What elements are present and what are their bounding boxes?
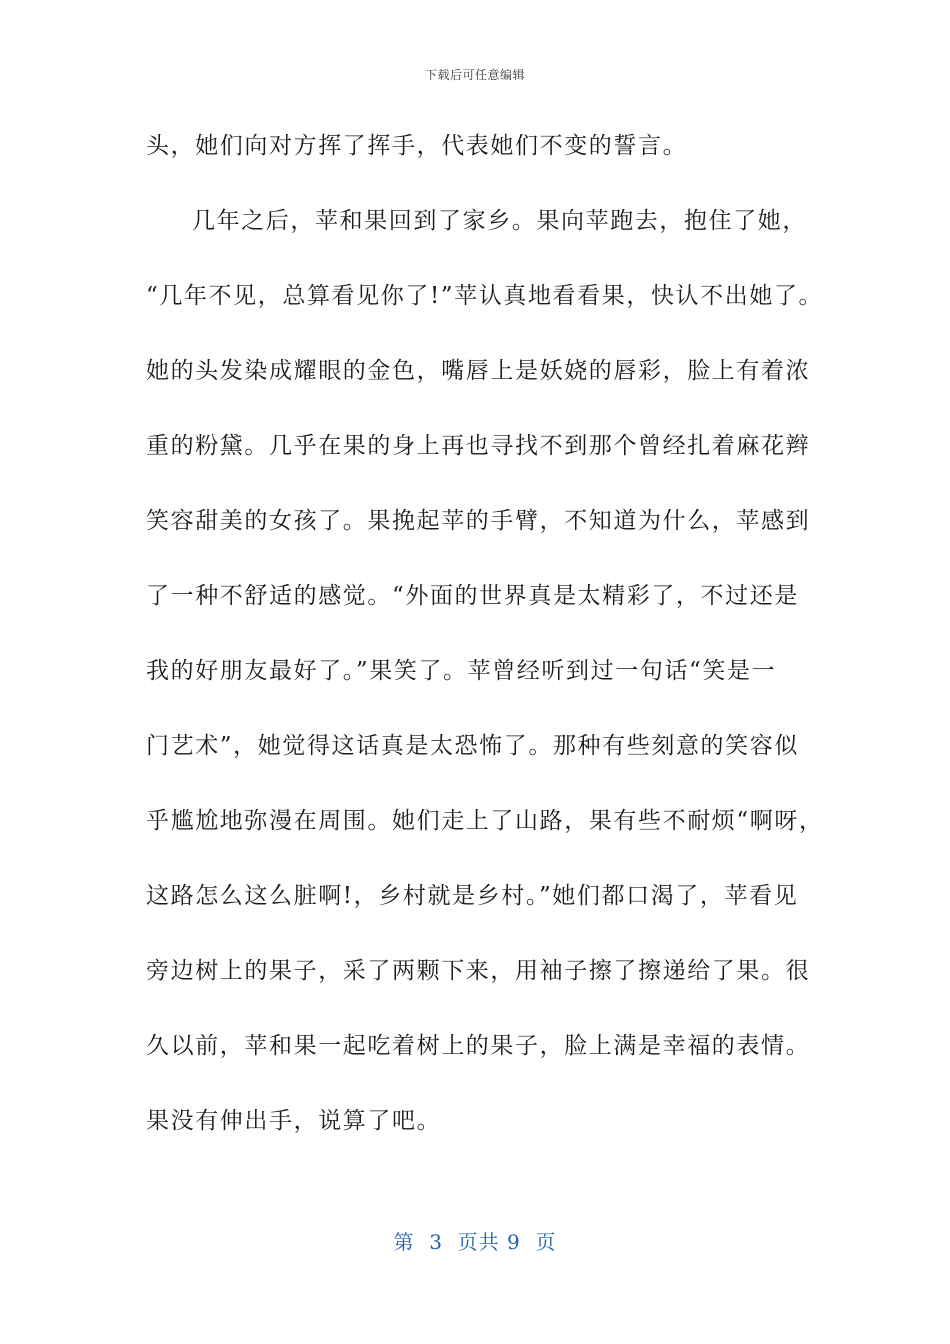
text-line: 旁边树上的果子，采了两颗下来，用袖子擦了擦递给了果。很: [146, 958, 811, 984]
text-line: 门艺术”，她觉得这话真是太恐怖了。那种有些刻意的笑容似: [146, 733, 799, 759]
text-line: 重的粉黛。几乎在果的身上再也寻找不到那个曾经扎着麻花辫: [146, 433, 811, 459]
text-line: 了一种不舒适的感觉。“外面的世界真是太精彩了，不过还是: [146, 583, 799, 609]
text-line: 这路怎么这么脏啊!，乡村就是乡村。”她们都口渴了，苹看见: [146, 883, 799, 909]
text-line: 她的头发染成耀眼的金色，嘴唇上是妖娆的唇彩，脸上有着浓: [146, 358, 811, 384]
page-number-footer: 第 3 页共 9 页: [393, 1230, 557, 1254]
text-line: 果没有伸出手，说算了吧。: [146, 1108, 442, 1134]
paragraph-first-line: 几年之后，苹和果回到了家乡。果向苹跑去，抱住了她，: [192, 208, 807, 234]
page-header: 下载后可任意编辑: [424, 68, 525, 82]
text-line: 我的好朋友最好了。”果笑了。苹曾经听到过一句话“笑是一: [146, 658, 777, 684]
text-line: 乎尴尬地弥漫在周围。她们走上了山路，果有些不耐烦“啊呀，: [146, 808, 824, 834]
document-body: [146, 124, 826, 1174]
text-line: 久以前，苹和果一起吃着树上的果子，脸上满是幸福的表情。: [146, 1033, 811, 1059]
text-line: “几年不见，总算看见你了!”苹认真地看看果，快认不出她了。: [146, 283, 824, 309]
text-line: 头，她们向对方挥了挥手，代表她们不变的誓言。: [146, 133, 688, 159]
text-line: 笑容甜美的女孩了。果挽起苹的手臂，不知道为什么，苹感到: [146, 508, 811, 534]
